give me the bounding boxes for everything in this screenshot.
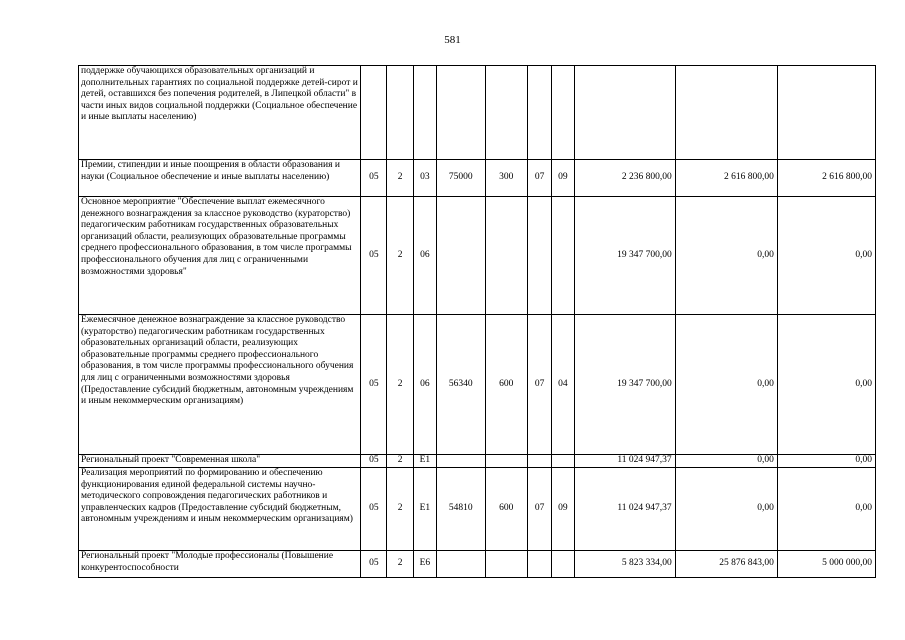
program-code-cell: 05 xyxy=(361,551,387,578)
amount-year2-cell: 0,00 xyxy=(675,468,777,551)
amount-year1-cell: 11 024 947,37 xyxy=(574,468,675,551)
page-number: 581 xyxy=(444,34,461,46)
subsection-cell: 09 xyxy=(552,468,574,551)
table-row xyxy=(79,455,876,468)
subsection-cell xyxy=(552,197,574,315)
direction-code-cell xyxy=(437,197,486,315)
amount-year2-cell: 0,00 xyxy=(675,315,777,455)
event-code-cell: 06 xyxy=(413,197,436,315)
amount-year2-cell xyxy=(675,66,777,160)
subsection-cell xyxy=(552,551,574,578)
amount-year2-cell: 0,00 xyxy=(675,197,777,315)
amount-year3-cell: 2 616 800,00 xyxy=(777,160,875,197)
expense-type-cell: 300 xyxy=(485,160,527,197)
subprogram-code-cell: 2 xyxy=(387,468,413,551)
program-code-cell: 05 xyxy=(361,160,387,197)
amount-year2-cell: 2 616 800,00 xyxy=(675,160,777,197)
subprogram-code-cell: 2 xyxy=(387,197,413,315)
program-code-cell xyxy=(361,66,387,160)
amount-year3-cell: 0,00 xyxy=(777,468,875,551)
event-code-cell: E6 xyxy=(413,551,436,578)
row-name-cell: Реализация мероприятий по формированию и обеспечению функционирования единой федеральной системы научно-методического сопровождения педагогических работников и управленческих кадров (Предоставление субсидий бюджетным, автономным учреждениям и иным некоммерческим организациям) xyxy=(79,468,361,551)
table-body xyxy=(79,66,876,578)
amount-year2-cell: 0,00 xyxy=(675,455,777,468)
event-code-cell: 03 xyxy=(413,160,436,197)
amount-year1-cell: 19 347 700,00 xyxy=(574,197,675,315)
subprogram-code-cell: 2 xyxy=(387,315,413,455)
row-name-cell: Премии, стипендии и иные поощрения в области образования и науки (Социальное обеспечение и иные выплаты населению) xyxy=(79,160,361,197)
subprogram-code-cell: 2 xyxy=(387,455,413,468)
section-cell: 07 xyxy=(528,468,552,551)
row-name-cell: Основное мероприятие "Обеспечение выплат ежемесячного денежного вознаграждения за классное руководство (кураторство) педагогическим работникам государственных образовательных организаций области, реализующих образовательные программы среднего профессионального образования, в том числе программы профессионального обучения для лиц с ограниченными возможностями здоровья" xyxy=(79,197,361,315)
table-row xyxy=(79,66,876,160)
section-cell xyxy=(528,66,552,160)
direction-code-cell xyxy=(437,66,486,160)
subsection-cell: 09 xyxy=(552,160,574,197)
direction-code-cell xyxy=(437,551,486,578)
direction-code-cell xyxy=(437,455,486,468)
budget-table xyxy=(78,65,876,578)
table-row xyxy=(79,551,876,578)
amount-year3-cell: 0,00 xyxy=(777,455,875,468)
direction-code-cell: 56340 xyxy=(437,315,486,455)
row-name-cell: Региональный проект "Современная школа" xyxy=(79,455,361,468)
amount-year1-cell: 2 236 800,00 xyxy=(574,160,675,197)
program-code-cell: 05 xyxy=(361,468,387,551)
event-code-cell: 06 xyxy=(413,315,436,455)
amount-year1-cell: 5 823 334,00 xyxy=(574,551,675,578)
direction-code-cell: 54810 xyxy=(437,468,486,551)
section-cell xyxy=(528,197,552,315)
amount-year3-cell xyxy=(777,66,875,160)
amount-year2-cell: 25 876 843,00 xyxy=(675,551,777,578)
program-code-cell: 05 xyxy=(361,455,387,468)
expense-type-cell xyxy=(485,551,527,578)
program-code-cell: 05 xyxy=(361,315,387,455)
amount-year1-cell: 19 347 700,00 xyxy=(574,315,675,455)
subsection-cell xyxy=(552,455,574,468)
row-name-cell: Региональный проект "Молодые профессионалы (Повышение конкурентоспособности xyxy=(79,551,361,578)
section-cell xyxy=(528,455,552,468)
expense-type-cell xyxy=(485,66,527,160)
section-cell: 07 xyxy=(528,160,552,197)
amount-year1-cell xyxy=(574,66,675,160)
subsection-cell: 04 xyxy=(552,315,574,455)
table-row xyxy=(79,197,876,315)
expense-type-cell xyxy=(485,197,527,315)
subprogram-code-cell: 2 xyxy=(387,551,413,578)
amount-year3-cell: 0,00 xyxy=(777,315,875,455)
amount-year1-cell: 11 024 947,37 xyxy=(574,455,675,468)
row-name-cell: поддержке обучающихся образовательных организаций и дополнительных гарантиях по социальной поддержке детей-сирот и детей, оставшихся без попечения родителей, в Липецкой области" в части иных видов социальной поддержки (Социальное обеспечение и иные выплаты населению) xyxy=(79,66,361,160)
amount-year3-cell: 5 000 000,00 xyxy=(777,551,875,578)
program-code-cell: 05 xyxy=(361,197,387,315)
row-name-cell: Ежемесячное денежное вознаграждение за классное руководство (кураторство) педагогическим работникам государственных образовательных организаций области, реализующих образовательные программы среднего профессионального образования, в том числе программы профессионального обучения для лиц с ограниченными возможностями здоровья (Предоставление субсидий бюджетным, автономным учреждениям и иным некоммерческим организациям) xyxy=(79,315,361,455)
direction-code-cell: 75000 xyxy=(437,160,486,197)
table-row xyxy=(79,160,876,197)
amount-year3-cell: 0,00 xyxy=(777,197,875,315)
section-cell: 07 xyxy=(528,315,552,455)
event-code-cell: E1 xyxy=(413,455,436,468)
expense-type-cell xyxy=(485,455,527,468)
expense-type-cell: 600 xyxy=(485,468,527,551)
expense-type-cell: 600 xyxy=(485,315,527,455)
subprogram-code-cell: 2 xyxy=(387,160,413,197)
subsection-cell xyxy=(552,66,574,160)
table-row xyxy=(79,315,876,455)
event-code-cell xyxy=(413,66,436,160)
subprogram-code-cell xyxy=(387,66,413,160)
table-row xyxy=(79,468,876,551)
event-code-cell: E1 xyxy=(413,468,436,551)
section-cell xyxy=(528,551,552,578)
